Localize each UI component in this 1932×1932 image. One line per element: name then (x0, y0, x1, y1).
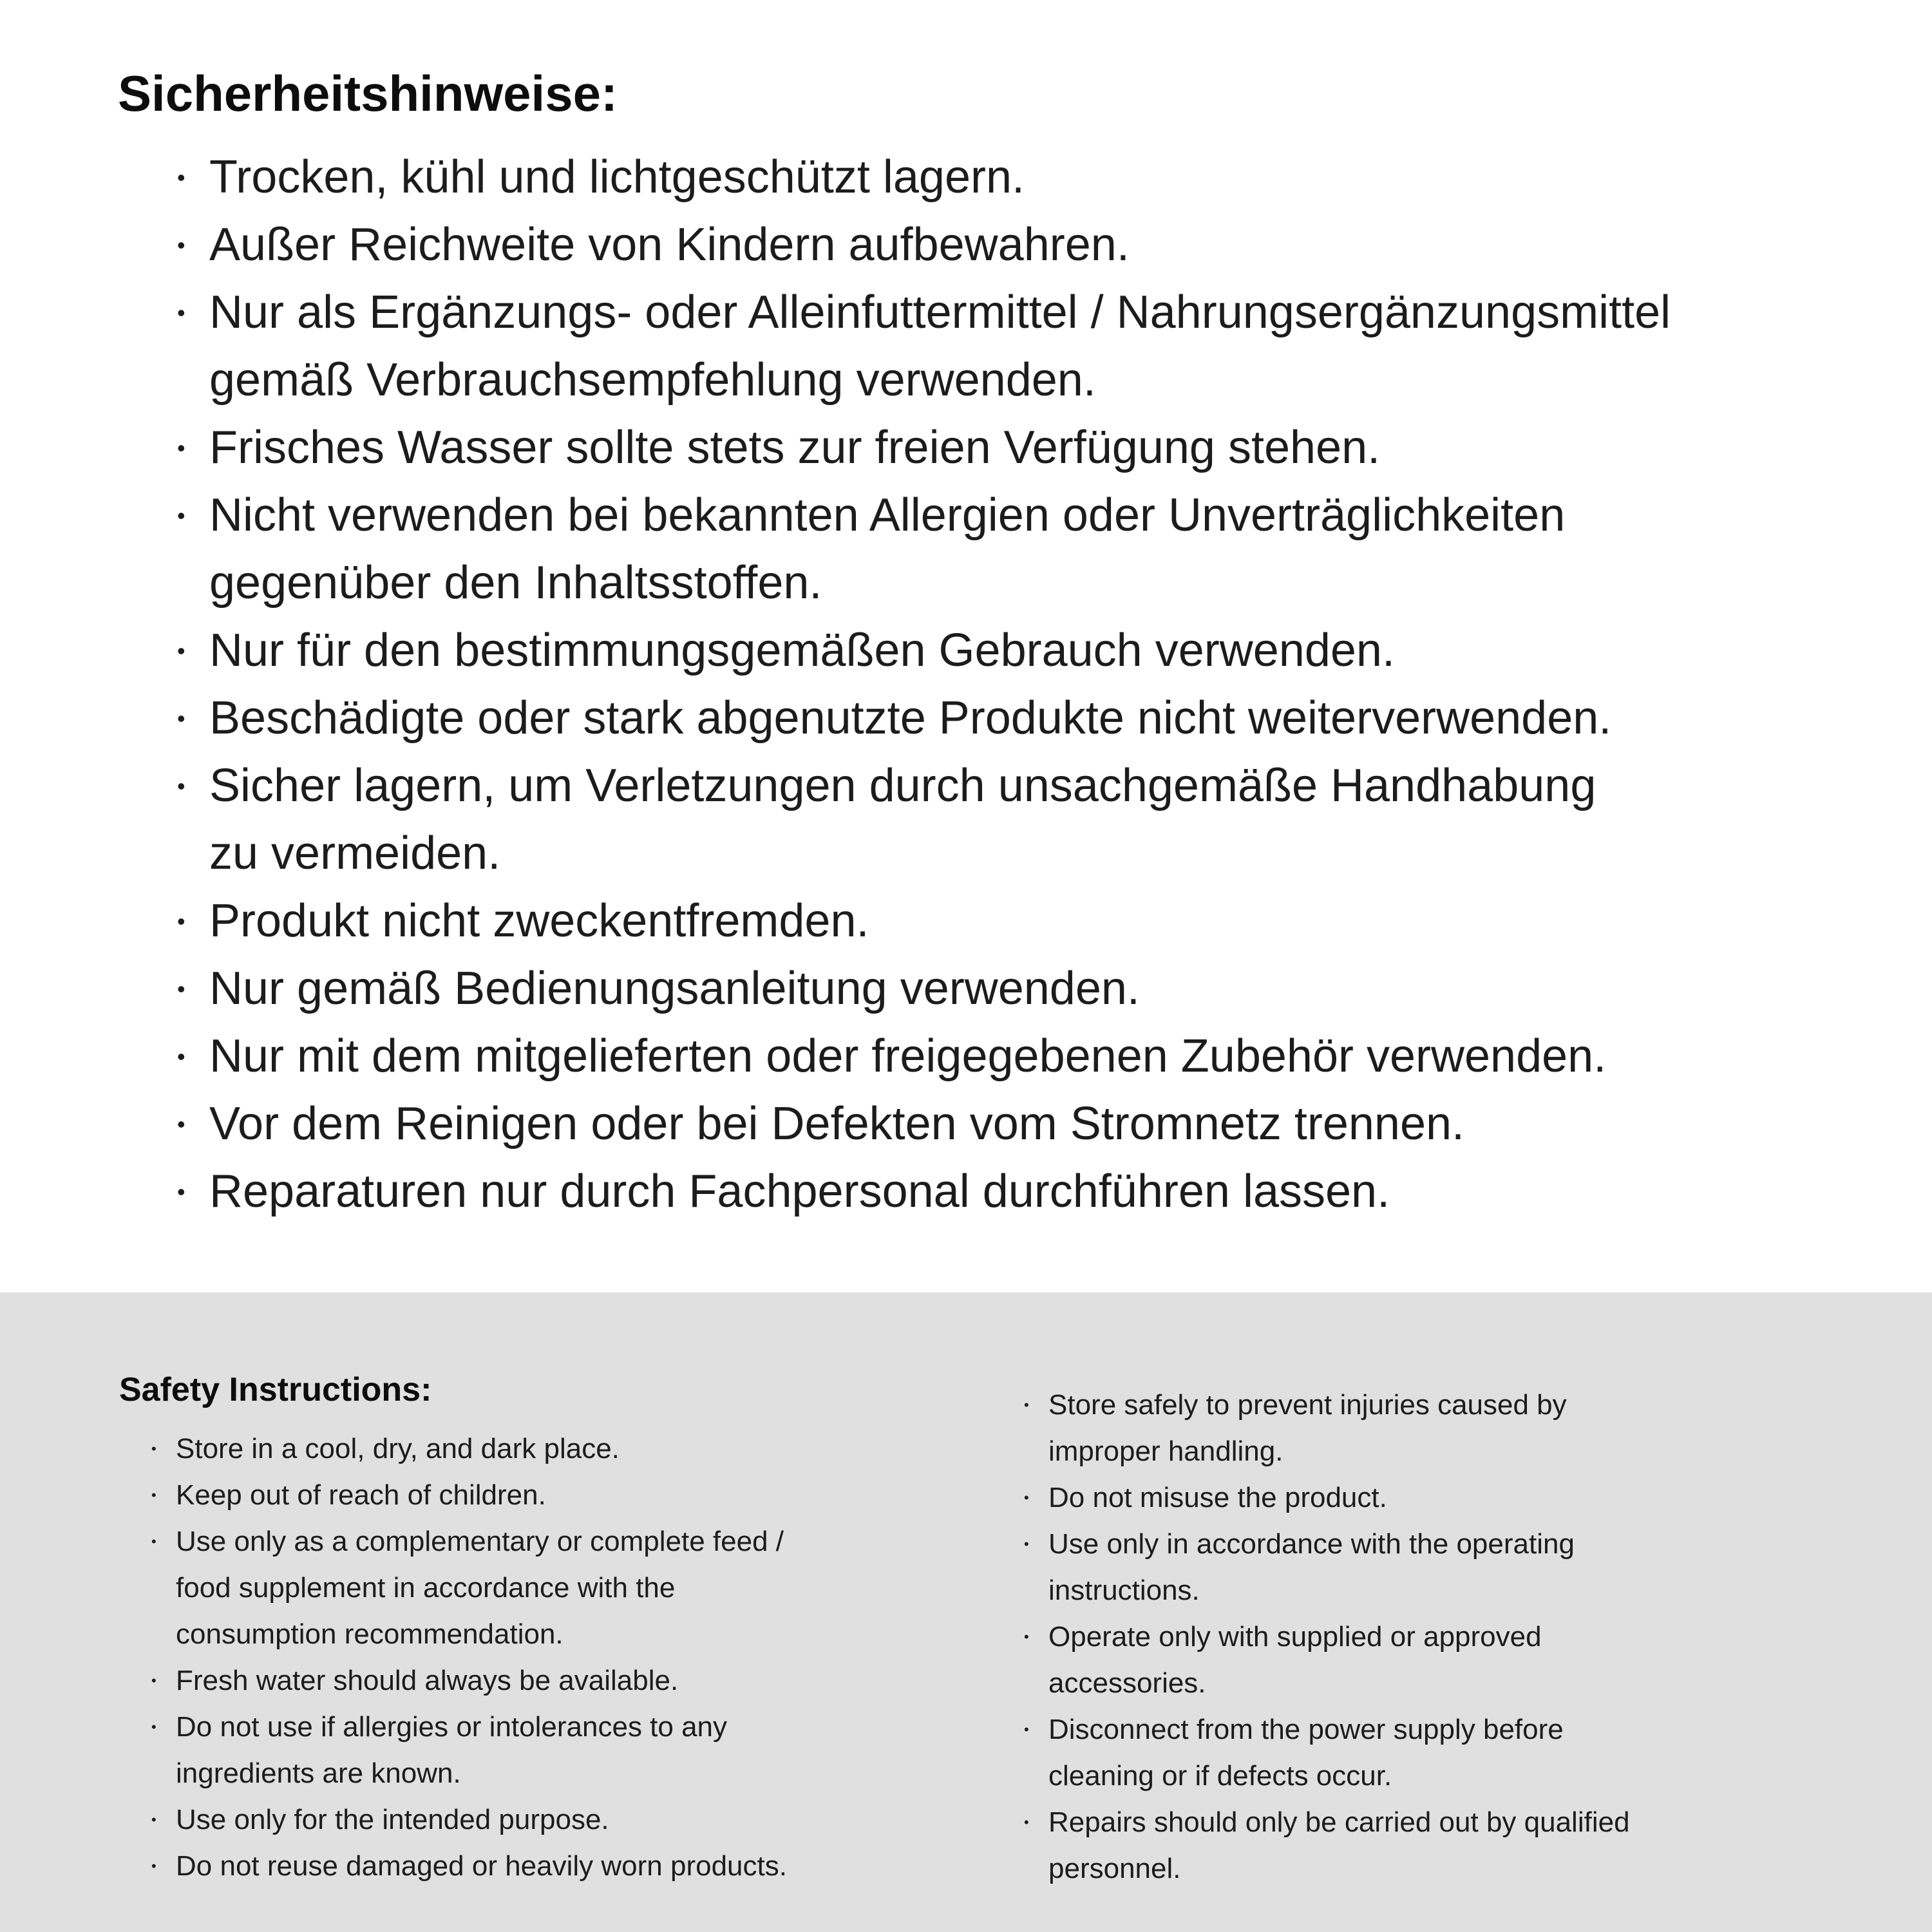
list-line-text: Nur gemäß Bedienungsanleitung verwenden. (209, 963, 1140, 1014)
list-line-continuation (177, 820, 1671, 887)
list-line (177, 211, 1671, 279)
bullet-icon: • (151, 1533, 156, 1549)
list-line (151, 1704, 787, 1750)
list-line-continuation (151, 1611, 787, 1658)
bullet-icon: • (151, 1672, 156, 1689)
list-line-continuation (151, 1565, 787, 1611)
bullet-icon: • (151, 1812, 156, 1828)
list-line (177, 1158, 1671, 1226)
list-line-text: Store safely to prevent injuries caused by (1048, 1389, 1567, 1421)
list-line-text: Reparaturen nur durch Fachpersonal durchführen lassen. (209, 1166, 1390, 1217)
list-line-text: Do not misuse the product. (1048, 1482, 1387, 1513)
list-line (177, 414, 1671, 482)
list-line (177, 1090, 1671, 1158)
list-line (151, 1797, 787, 1843)
bullet-icon: • (177, 1111, 185, 1137)
list-line-continuation (151, 1750, 787, 1797)
list-line-continuation (1024, 1846, 1630, 1892)
list-line-text: Trocken, kühl und lichtgeschützt lagern. (209, 151, 1025, 203)
list-line-text: Store in a cool, dry, and dark place. (176, 1433, 620, 1464)
list-line-text: food supplement in accordance with the (176, 1572, 676, 1604)
bullet-icon: • (177, 908, 185, 934)
bullet-icon: • (177, 435, 185, 461)
bullet-icon: • (1024, 1629, 1029, 1645)
list-line-text: Keep out of reach of children. (176, 1479, 546, 1511)
bullet-icon: • (177, 164, 185, 191)
list-line (1024, 1475, 1630, 1521)
bullet-icon: • (177, 705, 185, 732)
list-line-text: Nur für den bestimmungsgemäßen Gebrauch verwenden. (209, 625, 1395, 676)
list-line-text: zu vermeiden. (209, 828, 501, 879)
list-line (177, 1023, 1671, 1090)
list-line-text: accessories. (1048, 1667, 1206, 1699)
bullet-icon: • (151, 1441, 156, 1457)
list-line-text: Use only for the intended purpose. (176, 1804, 609, 1835)
list-line-continuation (177, 346, 1671, 414)
bullet-icon: • (177, 502, 185, 529)
bullet-icon: • (177, 976, 185, 1002)
list-line (177, 144, 1671, 211)
list-line (177, 887, 1671, 955)
list-line-text: Sicher lagern, um Verletzungen durch unsachgemäße Handhabung (209, 760, 1596, 811)
english-safety-heading: Safety Instructions: (119, 1371, 432, 1408)
list-line-text: ingredients are known. (176, 1757, 461, 1789)
list-line-text: Nur mit dem mitgelieferten oder freigegebenen Zubehör verwenden. (209, 1030, 1607, 1082)
list-line-text: Use only in accordance with the operating (1048, 1528, 1575, 1560)
list-line (1024, 1521, 1630, 1567)
list-line-text: gemäß Verbrauchsempfehlung verwenden. (209, 354, 1096, 406)
bullet-icon: • (151, 1719, 156, 1735)
list-line-text: Vor dem Reinigen oder bei Defekten vom Stromnetz trennen. (209, 1098, 1465, 1150)
list-line (1024, 1382, 1630, 1428)
list-line-text: Beschädigte oder stark abgenutzte Produkte nicht weiterverwenden. (209, 692, 1612, 744)
bullet-icon: • (1024, 1397, 1029, 1413)
list-line (151, 1519, 787, 1565)
bullet-icon: • (177, 232, 185, 258)
list-line (177, 752, 1671, 820)
bullet-icon: • (177, 299, 185, 326)
bullet-icon: • (1024, 1490, 1029, 1506)
list-line-text: Do not use if allergies or intolerances to any (176, 1711, 728, 1743)
list-line-text: Nicht verwenden bei bekannten Allergien oder Unverträglichkeiten (209, 489, 1566, 541)
list-line-continuation (177, 549, 1671, 617)
bullet-icon: • (151, 1487, 156, 1503)
list-line (177, 617, 1671, 685)
bullet-icon: • (177, 773, 185, 799)
list-line-text: Produkt nicht zweckentfremden. (209, 895, 869, 947)
list-line (151, 1843, 787, 1889)
list-line (177, 279, 1671, 346)
list-line-text: personnel. (1048, 1853, 1181, 1884)
list-line (151, 1426, 787, 1472)
list-line-text: Außer Reichweite von Kindern aufbewahren. (209, 219, 1130, 270)
list-line-text: Repairs should only be carried out by qualified (1048, 1806, 1630, 1838)
list-line-text: Frisches Wasser sollte stets zur freien Verfügung stehen. (209, 422, 1381, 473)
list-line-continuation (1024, 1428, 1630, 1475)
list-line-text: improper handling. (1048, 1435, 1283, 1467)
bullet-icon: • (1024, 1721, 1029, 1738)
bullet-icon: • (1024, 1814, 1029, 1830)
german-safety-heading: Sicherheitshinweise: (118, 65, 618, 122)
english-safety-list-right-column (1024, 1382, 1630, 1892)
list-line (151, 1472, 787, 1519)
list-line-text: instructions. (1048, 1575, 1200, 1606)
list-line-text: Disconnect from the power supply before (1048, 1714, 1564, 1745)
list-line-text: cleaning or if defects occur. (1048, 1760, 1392, 1792)
list-line-text: Nur als Ergänzungs- oder Alleinfuttermittel / Nahrungsergänzungsmittel (209, 287, 1671, 338)
list-line-continuation (1024, 1567, 1630, 1614)
list-line-text: consumption recommendation. (176, 1618, 564, 1650)
german-safety-list (177, 144, 1671, 1226)
list-line-text: Do not reuse damaged or heavily worn products. (176, 1850, 787, 1882)
list-line (151, 1658, 787, 1704)
list-line (177, 482, 1671, 549)
list-line (177, 685, 1671, 752)
list-line (1024, 1614, 1630, 1660)
bullet-icon: • (1024, 1536, 1029, 1552)
list-line (1024, 1799, 1630, 1846)
list-line-text: Fresh water should always be available. (176, 1665, 679, 1696)
bullet-icon: • (177, 1179, 185, 1205)
list-line-text: Use only as a complementary or complete feed / (176, 1526, 784, 1557)
list-line-continuation (1024, 1660, 1630, 1707)
bullet-icon: • (177, 1043, 185, 1070)
list-line-text: Operate only with supplied or approved (1048, 1621, 1542, 1653)
list-line (1024, 1707, 1630, 1753)
bullet-icon: • (151, 1858, 156, 1874)
list-line-continuation (1024, 1753, 1630, 1799)
list-line (177, 955, 1671, 1023)
english-safety-list-left-column (151, 1426, 787, 1889)
list-line-text: gegenüber den Inhaltsstoffen. (209, 557, 822, 609)
bullet-icon: • (177, 638, 185, 664)
